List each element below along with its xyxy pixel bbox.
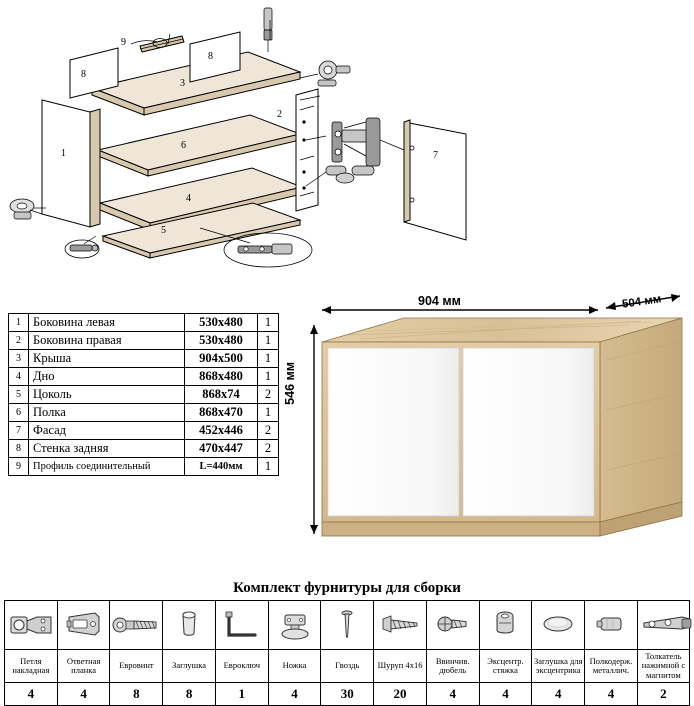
part-number: 8 <box>9 440 29 458</box>
part-name: Дно <box>29 368 185 386</box>
latch-detail-left <box>65 240 99 258</box>
part-dimension: 868х480 <box>185 368 258 386</box>
part-number: 5 <box>9 386 29 404</box>
part-quantity: 1 <box>258 368 279 386</box>
table-row <box>9 350 279 368</box>
cap-plug-icon <box>163 601 216 650</box>
width-dimension-label: 904 мм <box>418 294 461 308</box>
part-quantity: 1 <box>258 350 279 368</box>
part-name: Полка <box>29 404 185 422</box>
hardware-count: 8 <box>110 683 163 706</box>
hardware-count: 4 <box>268 683 321 706</box>
part-dimension: 868х470 <box>185 404 258 422</box>
callout-8-left: 8 <box>81 69 86 80</box>
part-shelf <box>98 115 300 176</box>
part-number: 3 <box>9 350 29 368</box>
table-row <box>9 422 279 440</box>
part-name: Фасад <box>29 422 185 440</box>
euro-key-icon <box>215 601 268 650</box>
nail-icon <box>321 601 374 650</box>
part-quantity: 1 <box>258 314 279 332</box>
part-name: Боковина правая <box>29 332 185 350</box>
part-name: Крыша <box>29 350 185 368</box>
part-name: Профиль соединительный <box>29 458 185 476</box>
table-row <box>9 386 279 404</box>
table-row <box>9 314 279 332</box>
part-dimension: 452х446 <box>185 422 258 440</box>
hardware-name: Ввинчив. дюбель <box>426 650 479 683</box>
table-row <box>9 404 279 422</box>
part-number: 4 <box>9 368 29 386</box>
depth-dimension-label: 504 мм <box>621 293 663 311</box>
exploded-assembly-diagram <box>0 0 694 285</box>
hardware-counts-row <box>5 683 690 706</box>
part-quantity: 1 <box>258 404 279 422</box>
part-dimension: 868х74 <box>185 386 258 404</box>
part-dimension: 904х500 <box>185 350 258 368</box>
hardware-count: 8 <box>163 683 216 706</box>
hardware-name: Толкатель нажимной с магнитом <box>637 650 689 683</box>
hardware-count: 4 <box>479 683 532 706</box>
hardware-name: Петля накладная <box>5 650 58 683</box>
screw-in-dowel-icon <box>426 601 479 650</box>
hinge-overlay-icon <box>5 601 58 650</box>
table-row <box>9 368 279 386</box>
parts-table <box>8 313 279 476</box>
magnetic-push-latch-icon <box>637 601 689 650</box>
part-quantity: 2 <box>258 440 279 458</box>
hardware-name: Полкодерж. металлич. <box>585 650 638 683</box>
callout-6: 6 <box>181 140 186 151</box>
part-quantity: 1 <box>258 458 279 476</box>
part-left-side <box>42 100 100 227</box>
callout-5: 5 <box>161 225 166 236</box>
hardware-count: 4 <box>57 683 110 706</box>
part-dimension: L=440мм <box>185 458 258 476</box>
callout-2: 2 <box>277 109 282 120</box>
mounting-plate-icon <box>57 601 110 650</box>
hardware-count: 30 <box>321 683 374 706</box>
cabinet-door-left <box>328 348 459 516</box>
hardware-name: Заглушка для эксцентрика <box>532 650 585 683</box>
part-number: 1 <box>9 314 29 332</box>
finished-cabinet-view <box>300 290 694 560</box>
hinge-hardware-cluster <box>326 118 380 183</box>
hardware-count: 4 <box>426 683 479 706</box>
part-name: Боковина левая <box>29 314 185 332</box>
part-number: 6 <box>9 404 29 422</box>
part-dimension: 530х480 <box>185 332 258 350</box>
cam-lock-icon <box>479 601 532 650</box>
hardware-kit-title: Комплект фурнитуры для сборки <box>233 580 461 596</box>
part-dimension: 530х480 <box>185 314 258 332</box>
hardware-name: Ответная планка <box>57 650 110 683</box>
part-dimension: 470х447 <box>185 440 258 458</box>
callout-8-right: 8 <box>208 51 213 62</box>
hardware-name: Евровинт <box>110 650 163 683</box>
hardware-name: Евроключ <box>215 650 268 683</box>
hardware-name: Шуруп 4х16 <box>374 650 427 683</box>
hardware-count: 4 <box>585 683 638 706</box>
cabinet-door-right <box>463 348 594 516</box>
callout-4: 4 <box>186 193 191 204</box>
hardware-name: Эксцентр. стяжка <box>479 650 532 683</box>
part-quantity: 2 <box>258 386 279 404</box>
callout-3: 3 <box>180 78 185 89</box>
hardware-count: 4 <box>532 683 585 706</box>
leg-detail <box>10 199 46 219</box>
hardware-icons-row <box>5 601 690 650</box>
hardware-count: 2 <box>637 683 689 706</box>
table-row <box>9 332 279 350</box>
part-quantity: 1 <box>258 332 279 350</box>
callout-1: 1 <box>61 148 66 159</box>
hardware-count: 20 <box>374 683 427 706</box>
hardware-name: Заглушка <box>163 650 216 683</box>
leg-icon <box>268 601 321 650</box>
part-number: 9 <box>9 458 29 476</box>
push-latch-detail <box>224 233 312 267</box>
hardware-name: Ножка <box>268 650 321 683</box>
hardware-name: Гвоздь <box>321 650 374 683</box>
cabinet-body <box>322 318 682 536</box>
part-number: 2 <box>9 332 29 350</box>
part-number: 7 <box>9 422 29 440</box>
part-name: Стенка задняя <box>29 440 185 458</box>
hardware-count: 1 <box>215 683 268 706</box>
part-front-door <box>404 120 466 240</box>
part-name: Цоколь <box>29 386 185 404</box>
callout-7: 7 <box>433 150 438 161</box>
table-row <box>9 458 279 476</box>
cam-lock-detail <box>318 61 350 86</box>
callout-9: 9 <box>121 37 126 48</box>
hardware-names-row <box>5 650 690 683</box>
dowel-detail <box>264 8 272 52</box>
part-quantity: 2 <box>258 422 279 440</box>
screw-4x16-icon <box>374 601 427 650</box>
cam-cover-cap-icon <box>532 601 585 650</box>
table-row <box>9 440 279 458</box>
hardware-count: 4 <box>5 683 58 706</box>
euro-screw-icon <box>110 601 163 650</box>
height-dimension-label: 546 мм <box>283 362 297 405</box>
metal-shelf-support-icon <box>585 601 638 650</box>
hardware-kit-table <box>4 600 690 706</box>
part-right-side <box>296 89 318 211</box>
